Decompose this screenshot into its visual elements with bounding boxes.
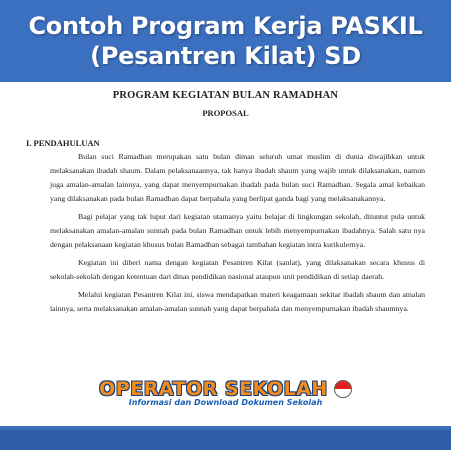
operator-sekolah-logo bbox=[0, 378, 451, 410]
indonesia-flag-icon bbox=[334, 380, 352, 398]
footer-stripe-white bbox=[0, 410, 451, 426]
document-subtitle: PROPOSAL bbox=[202, 108, 249, 118]
document-body bbox=[50, 150, 425, 320]
document-preview bbox=[0, 82, 451, 410]
banner-title-line2: (Pesantren Kilat) SD bbox=[90, 42, 361, 70]
footer-stripe-dark-blue bbox=[0, 430, 451, 450]
paragraph-2: Bagi pelajar yang tak luput dari kegiatan utamanya yaitu belajar di lingkungan sekolah, dituntut pula untuk melaksanakan amalan-amalan sunnah pada bulan Ramadhan untuk lebih menyempurnakan ibadahnya. Salah satu nya dengan pelaksanaan kegiatan khusus bulan Ramadhan sebagai tambahan kegiatan intra kurikulernya. bbox=[50, 212, 425, 249]
banner-title-line1: Contoh Program Kerja PASKIL bbox=[28, 12, 423, 40]
logo-name: OPERATOR SEKOLAH bbox=[99, 378, 328, 400]
logo-tagline: Informasi dan Download Dokumen Sekolah bbox=[128, 398, 323, 407]
paragraph-1: Bulan suci Ramadhan merupakan satu bulan diman seluruh umat muslim di dunia diwajibkan untuk melaksanakan ibadah shaum. Dalam pelaksanaannya, tak hanya ibadah shaum yang wajib untuk dilaksanakan, namun juga amalan-amalan lainnya, yang dapat menyempurnakan ibadah pada bulan suci Ramadhan. Segala amal kebaikan yang dilaksanakan pada bulan Ramadhan dapat berpahala yang berlipat ganda bagi yang melaksanakannya. bbox=[50, 152, 425, 203]
document-title: PROGRAM KEGIATAN BULAN RAMADHAN bbox=[112, 90, 339, 101]
section-heading: I. PENDAHULUAN bbox=[26, 138, 100, 148]
paragraph-4: Melalui kegiatan Pesantren Kilat ini, siswa mendapatkan materi keagamaan sekitar ibadah shaum dan amalan lainnya, serta melaksanakan amalan-amalan sunnah yang dapat berpahala dan menyempurnakan ibadah shaumnya. bbox=[50, 290, 425, 313]
paragraph-3: Kegiatan ini diberi nama dengan kegiatan Pesantren Kilat (sanlat), yang dilaksanakan secara khusus di sekolah-sekolah dengan ketentuan dari dinas pendidikan nasional ataupun unit pendidikan di setiap daerah. bbox=[50, 258, 425, 281]
title-banner bbox=[0, 0, 451, 82]
